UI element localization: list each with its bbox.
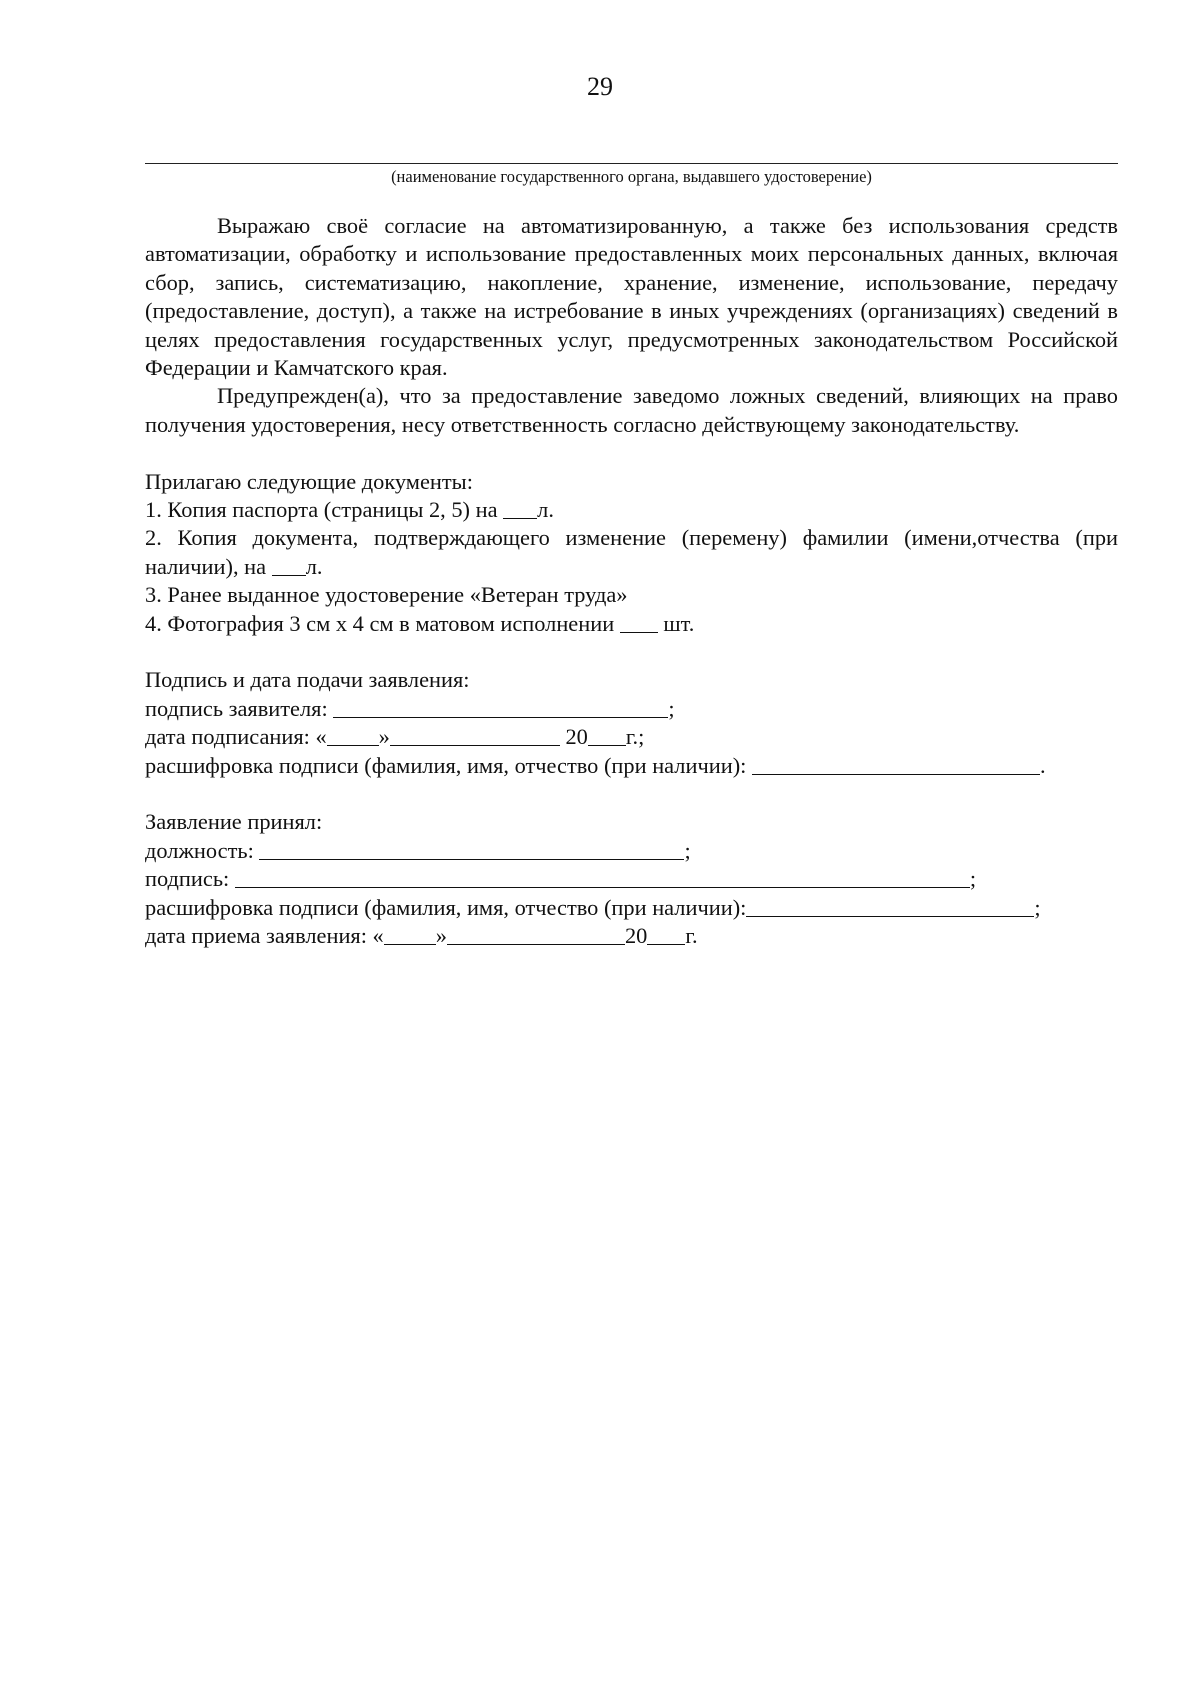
warning-paragraph: Предупрежден(а), что за предоставление заведомо ложных сведений, влияющих на право получения удостоверения, несу ответственность согласно действующему законодательству. <box>145 383 1118 437</box>
name-change-pages-field[interactable] <box>272 553 306 576</box>
applicant-date-year-field[interactable] <box>588 723 626 746</box>
applicant-decoding-row: расшифровка подписи (фамилия, имя, отчество (при наличии): . <box>145 752 1046 778</box>
acceptance-date-day-field[interactable] <box>384 922 436 945</box>
org-name-field-line[interactable] <box>145 163 1118 164</box>
applicant-decoding-field[interactable] <box>752 752 1040 775</box>
acceptance-date-month-field[interactable] <box>447 922 625 945</box>
applicant-signature-field[interactable] <box>333 695 668 718</box>
applicant-signature-row: подпись заявителя: ; <box>145 695 675 721</box>
acceptance-position-row: должность: ; <box>145 837 691 863</box>
acceptance-position-field[interactable] <box>259 837 684 860</box>
applicant-date-month-field[interactable] <box>390 723 560 746</box>
attachments-heading: Прилагаю следующие документы: <box>145 468 473 494</box>
photo-count-field[interactable] <box>620 610 658 633</box>
passport-pages-field[interactable] <box>503 496 537 519</box>
acceptance-signature-row: подпись: ; <box>145 866 977 892</box>
attachment-item-photo: 4. Фотография 3 см х 4 см в матовом исполнении шт. <box>145 610 695 636</box>
acceptance-decoding-row: расшифровка подписи (фамилия, имя, отчество (при наличии): ; <box>145 894 1041 920</box>
acceptance-decoding-field[interactable] <box>746 894 1034 917</box>
applicant-signature-heading: Подпись и дата подачи заявления: <box>145 667 470 693</box>
applicant-date-day-field[interactable] <box>327 723 379 746</box>
applicant-date-row: дата подписания: « » 20 г.; <box>145 724 645 750</box>
attachment-item-passport: 1. Копия паспорта (страницы 2, 5) на л. <box>145 497 554 523</box>
acceptance-heading: Заявление принял: <box>145 809 323 835</box>
consent-paragraph: Выражаю своё согласие на автоматизированную, а также без использования средств автоматизации, обработку и использование предоставленных моих персональных данных, включая сбор, запись, систематизацию, накопление, хранение, изменение, использование, передачу (предоставление, доступ), а также на истребование в иных учреждениях (организациях) сведений в целях предоставления государственных услуг, предусмотренных законодательством Российской Федерации и Камчатского края. <box>145 213 1118 381</box>
org-name-caption: (наименование государственного органа, выдавшего удостоверение) <box>391 167 872 186</box>
attachment-item-name-change: 2. Копия документа, подтверждающего изменение (перемену) фамилии (имени,отчества (при наличии), на л. <box>145 525 1118 579</box>
page-number: 29 <box>587 72 613 101</box>
acceptance-signature-field[interactable] <box>235 865 970 888</box>
acceptance-date-year-field[interactable] <box>647 922 685 945</box>
attachment-item-certificate: 3. Ранее выданное удостоверение «Ветеран труда» <box>145 582 628 608</box>
document-body <box>145 212 1118 951</box>
acceptance-date-row: дата приема заявления: « » 20 г. <box>145 923 698 949</box>
